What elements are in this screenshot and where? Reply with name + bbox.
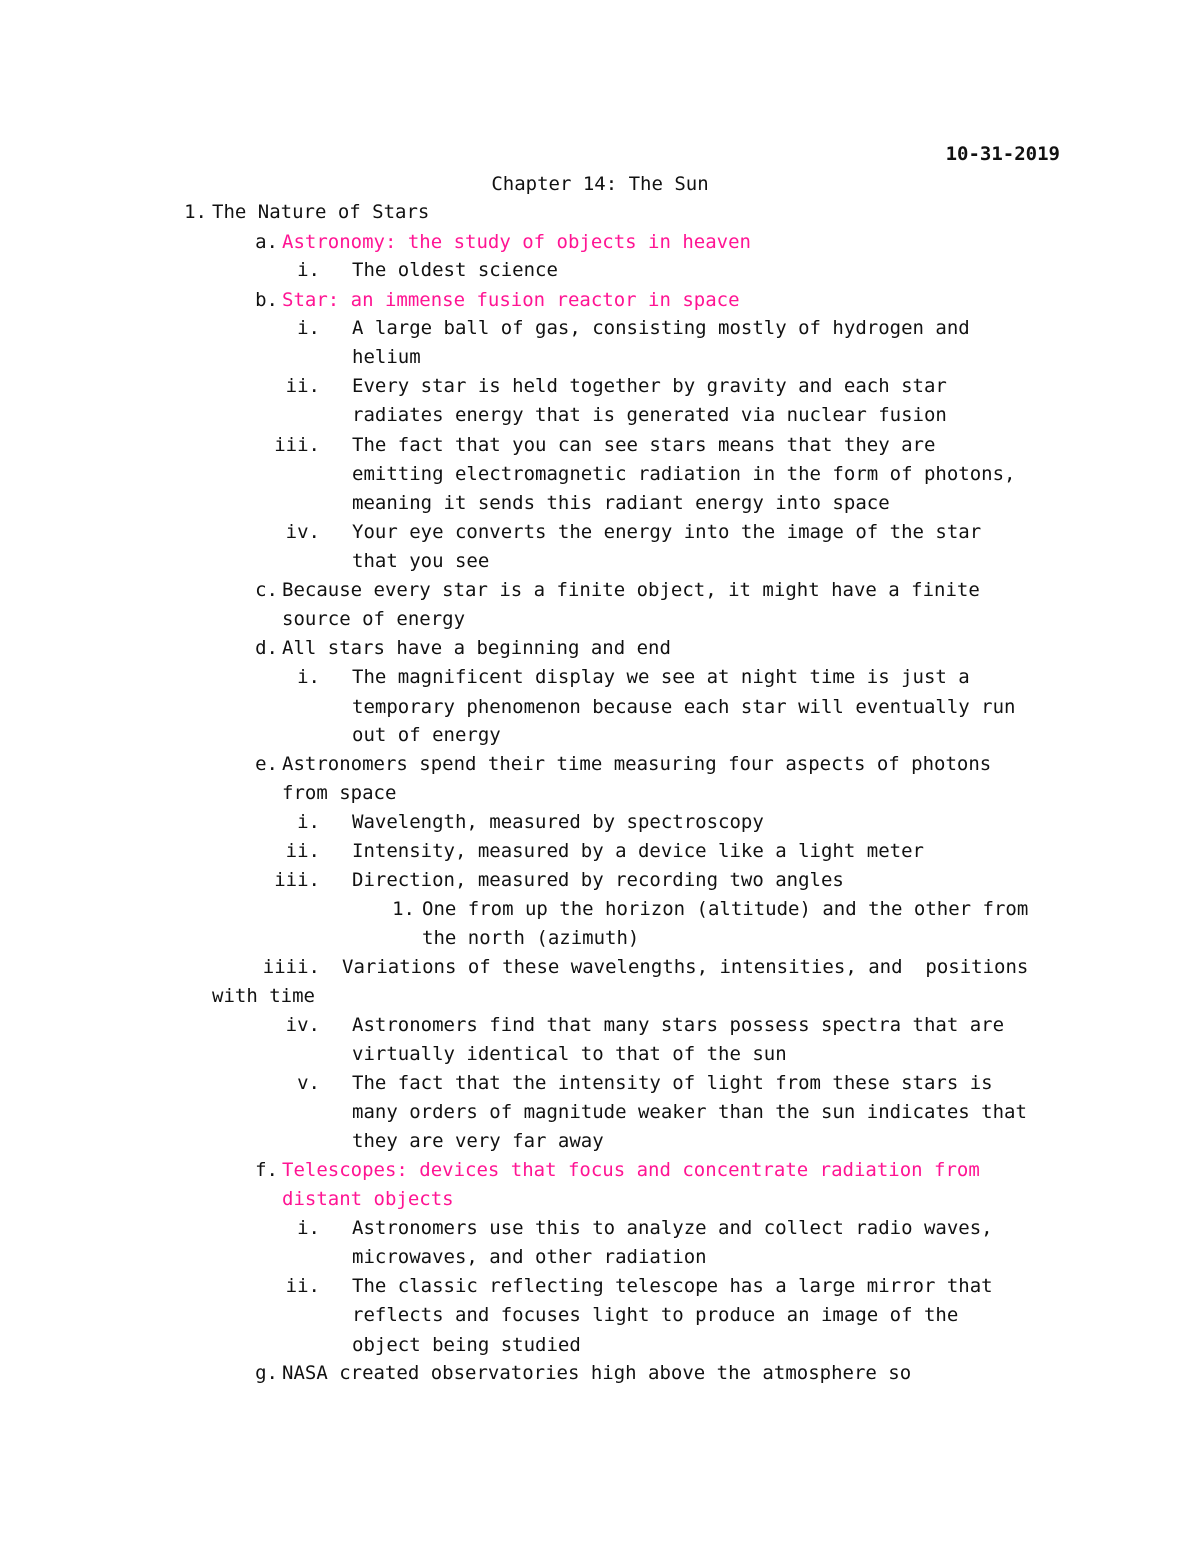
outline-marker: f. [255, 1159, 278, 1181]
outline-marker: v. [297, 1072, 320, 1094]
outline-text: Variations of these wavelengths, intensities, and positions [342, 956, 1029, 978]
outline-marker: e. [255, 753, 278, 775]
outline-marker: 1. [392, 898, 415, 920]
outline-marker: 1. [184, 201, 207, 223]
outline-definition-text: distant objects [282, 1188, 454, 1210]
outline-marker: ii. [285, 840, 320, 862]
outline-text: A large ball of gas, consisting mostly of hydrogen and [352, 317, 970, 339]
outline-text: that you see [352, 550, 490, 572]
document-title: Chapter 14: The Sun [491, 173, 709, 195]
outline-text: emitting electromagnetic radiation in the form of photons, [352, 463, 1016, 485]
outline-text: Astronomers find that many stars possess spectra that are [352, 1014, 1005, 1036]
outline-marker: iv. [285, 1014, 320, 1036]
outline-marker: ii. [285, 375, 320, 397]
outline-text: out of energy [352, 724, 501, 746]
document-date: 10-31-2019 [945, 143, 1060, 165]
outline-definition-text: Telescopes: devices that focus and concentrate radiation from [282, 1159, 980, 1181]
outline-text: object being studied [352, 1334, 581, 1356]
outline-text: from space [282, 782, 397, 804]
outline-text: Wavelength, measured by spectroscopy [352, 811, 764, 833]
outline-text: Astronomers spend their time measuring four aspects of photons [282, 753, 992, 775]
outline-text: temporary phenomenon because each star will eventually run [352, 696, 1016, 718]
outline-marker: i. [297, 317, 320, 339]
outline-marker: iii. [274, 434, 320, 456]
outline-text: they are very far away [352, 1130, 604, 1152]
outline-marker: c. [255, 579, 278, 601]
outline-text: with time [212, 985, 315, 1007]
outline-text: Every star is held together by gravity and each star [352, 375, 947, 397]
outline-marker: iv. [285, 521, 320, 543]
outline-text: The oldest science [352, 259, 558, 281]
outline-definition-text: Star: an immense fusion reactor in space [282, 289, 740, 311]
outline-marker: ii. [285, 1275, 320, 1297]
outline-text: All stars have a beginning and end [282, 637, 671, 659]
outline-marker: i. [297, 811, 320, 833]
outline-marker: i. [297, 259, 320, 281]
outline-text: helium [352, 346, 421, 368]
outline-text: microwaves, and other radiation [352, 1246, 707, 1268]
outline-text: many orders of magnitude weaker than the sun indicates that [352, 1101, 1027, 1123]
outline-text: radiates energy that is generated via nuclear fusion [352, 404, 947, 426]
outline-text: Because every star is a finite object, it might have a finite [282, 579, 980, 601]
outline-text: Intensity, measured by a device like a light meter [352, 840, 924, 862]
outline-text: The fact that you can see stars means that they are [352, 434, 936, 456]
outline-text: Direction, measured by recording two angles [352, 869, 844, 891]
outline-text: The classic reflecting telescope has a large mirror that [352, 1275, 993, 1297]
outline-text: NASA created observatories high above the atmosphere so [282, 1362, 912, 1384]
outline-text: The fact that the intensity of light from these stars is [352, 1072, 993, 1094]
outline-marker: g. [255, 1362, 278, 1384]
outline-text: source of energy [282, 608, 466, 630]
outline-text: One from up the horizon (altitude) and the other from [422, 898, 1029, 920]
outline-text: the north (azimuth) [422, 927, 640, 949]
outline-marker: d. [255, 637, 278, 659]
outline-text: The magnificent display we see at night time is just a [352, 666, 970, 688]
outline-marker: a. [255, 231, 278, 253]
outline-marker: i. [297, 1217, 320, 1239]
outline-marker: iii. [274, 869, 320, 891]
outline-marker: iiii. [262, 956, 320, 978]
outline-text: The Nature of Stars [212, 201, 430, 223]
outline-definition-text: Astronomy: the study of objects in heaven [282, 231, 751, 253]
outline-text: Your eye converts the energy into the image of the star [352, 521, 982, 543]
outline-text: Astronomers use this to analyze and collect radio waves, [352, 1217, 993, 1239]
outline-text: virtually identical to that of the sun [352, 1043, 787, 1065]
outline-marker: b. [255, 289, 278, 311]
outline-text: reflects and focuses light to produce an image of the [352, 1304, 959, 1326]
outline-marker: i. [297, 666, 320, 688]
outline-text: meaning it sends this radiant energy into space [352, 492, 890, 514]
